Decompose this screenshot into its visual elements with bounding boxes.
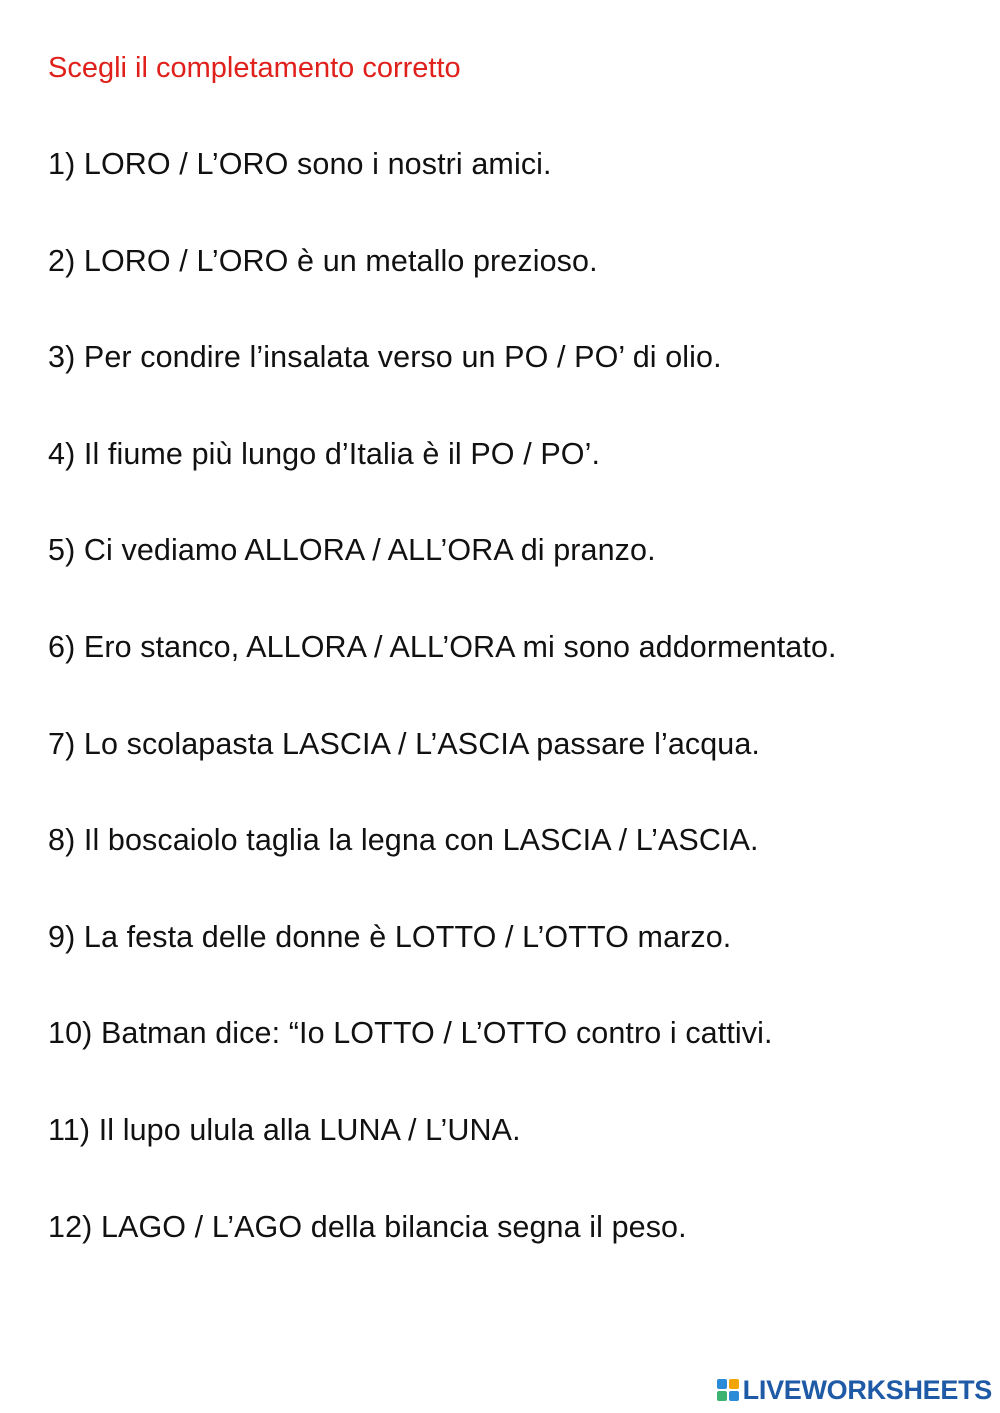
- exercise-item: 1) LORO / L’ORO sono i nostri amici.: [48, 147, 552, 181]
- exercise-item: 10) Batman dice: “Io LOTTO / L’OTTO contro i cattivi.: [48, 1016, 773, 1051]
- exercise-item: 11) Il lupo ulula alla LUNA / L’UNA.: [48, 1112, 521, 1147]
- worksheet-title: Scegli il completamento corretto: [48, 52, 461, 84]
- exercise-item: 7) Lo scolapasta LASCIA / L’ASCIA passare l’acqua.: [48, 726, 760, 761]
- exercise-item: 12) LAGO / L’AGO della bilancia segna il peso.: [48, 1209, 687, 1244]
- liveworksheets-brand[interactable]: [717, 1375, 992, 1405]
- liveworksheets-logo-icon: [717, 1379, 739, 1401]
- exercise-item: 2) LORO / L’ORO è un metallo prezioso.: [48, 243, 598, 278]
- exercise-item: 3) Per condire l’insalata verso un PO / PO’ di olio.: [48, 340, 722, 375]
- brand-name: LIVEWORKSHEETS: [742, 1375, 992, 1405]
- exercise-item: 4) Il fiume più lungo d’Italia è il PO / PO’.: [48, 436, 601, 471]
- exercise-item: 8) Il boscaiolo taglia la legna con LASCIA / L’ASCIA.: [48, 823, 759, 858]
- exercise-list: [48, 144, 837, 1303]
- exercise-item: 5) Ci vediamo ALLORA / ALL’ORA di pranzo.: [48, 533, 656, 568]
- exercise-item: 9) La festa delle donne è LOTTO / L’OTTO marzo.: [48, 919, 732, 954]
- exercise-item: 6) Ero stanco, ALLORA / ALL’ORA mi sono addormentato.: [48, 629, 837, 664]
